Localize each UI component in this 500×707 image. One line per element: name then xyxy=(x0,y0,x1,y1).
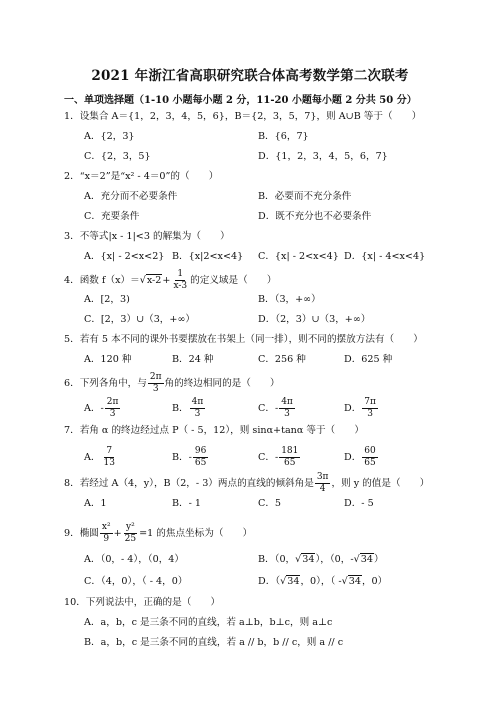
question-7-option-b xyxy=(172,446,209,469)
sqrt-expression: √34 xyxy=(341,576,361,587)
fraction-numerator: 60 xyxy=(364,446,376,456)
fraction-denominator: 3 xyxy=(367,409,373,419)
fraction-numerator: 7π xyxy=(364,397,376,407)
fraction xyxy=(279,446,300,469)
question-1-stem: 1．设集合 A＝{1，2，3，4，5，6}，B＝{2，3，5，7}，则 A∪B 等于（ ） xyxy=(64,111,422,122)
question-1-option-c: C．{2，3，5} xyxy=(84,151,151,162)
option-label: D． xyxy=(344,403,362,414)
sqrt-expression: √34 xyxy=(280,576,300,587)
question-6-option-a xyxy=(84,397,121,420)
question-9-option-b xyxy=(258,553,384,567)
question-6-option-d xyxy=(344,397,379,420)
question-10-option-b: B．a，b，c 是三条不同的直线，若 a // b，b // c，则 a // c xyxy=(84,637,344,648)
question-8-option-d: D．- 5 xyxy=(344,498,374,509)
question-5-option-a: A．120 种 xyxy=(84,354,132,365)
option-middle: ，0），（ - xyxy=(300,576,342,587)
question-6-option-b xyxy=(172,397,206,420)
question-4-option-a: A．[2，3) xyxy=(84,294,130,305)
question-9-stem xyxy=(64,522,252,545)
question-8-option-b: B．- 1 xyxy=(172,498,202,509)
fraction-numerator: 2π xyxy=(106,397,119,407)
question-6-option-c xyxy=(258,397,296,420)
question-6-stem-prefix: 6．下列各角中，与 xyxy=(64,378,147,389)
question-9-option-a: A．（0，- 4），（0，4） xyxy=(84,554,184,565)
question-3-option-d: D．{x| - 4<x<4} xyxy=(344,251,426,262)
question-7-option-c xyxy=(258,446,301,469)
minus-sign: - xyxy=(100,403,104,414)
radicand: 34 xyxy=(302,554,315,565)
question-3-option-a: A．{x| - 2<x<2} xyxy=(84,251,165,262)
fraction-numerator: 3π xyxy=(316,472,329,482)
question-10-option-a: A．a，b，c 是三条不同的直线，若 a⊥b，b⊥c，则 a⊥c xyxy=(84,617,333,628)
question-6-stem xyxy=(64,372,280,395)
question-4-option-d: D．（2，3）∪（3，+∞） xyxy=(258,314,371,325)
fraction xyxy=(100,522,113,545)
question-4-stem-suffix: 的定义域是（ ） xyxy=(190,275,277,286)
minus-sign: - xyxy=(274,403,279,414)
fraction-numerator: y² xyxy=(126,522,135,532)
option-label: D． xyxy=(344,452,362,463)
radicand: 34 xyxy=(287,576,300,587)
minus-sign: - xyxy=(188,452,192,463)
option-middle: ），（0，- xyxy=(315,554,354,565)
question-2-option-c: C．充要条件 xyxy=(84,211,140,222)
option-label: C． xyxy=(258,403,275,414)
fraction xyxy=(193,446,208,469)
question-3-stem: 3．不等式|x - 1|<3 的解集为（ ） xyxy=(64,231,230,242)
question-2-option-a: A．充分而不必要条件 xyxy=(84,191,178,202)
option-label: A． xyxy=(84,403,101,414)
sqrt-expression: √34 xyxy=(295,554,315,565)
question-6-stem-suffix: 角的终边相同的是（ ） xyxy=(164,378,280,389)
question-9-option-c: C．（4，0），（ - 4，0） xyxy=(84,576,188,587)
fraction-numerator: 1 xyxy=(177,269,184,279)
question-5-option-d: D．625 种 xyxy=(344,354,393,365)
fraction-denominator: 3 xyxy=(194,409,201,419)
fraction xyxy=(105,397,121,420)
question-7-stem: 7．若角 α 的终边经过点 P（ - 5，12），则 sinα+tanα 等于（ ） xyxy=(64,425,364,436)
radicand: 34 xyxy=(360,554,373,565)
sqrt-expression: √34 xyxy=(353,554,373,565)
minus-sign: - xyxy=(274,452,279,463)
fraction xyxy=(190,397,206,420)
question-1-option-b: B．{6，7} xyxy=(258,131,309,142)
question-8-stem xyxy=(64,472,429,495)
plus-sign: + xyxy=(162,275,171,286)
question-9-stem-suffix: =1 的焦点坐标为（ ） xyxy=(139,528,253,539)
question-9-stem-prefix: 9．椭圆 xyxy=(64,528,99,539)
fraction-denominator: 4 xyxy=(319,484,326,494)
radicand: x-2 xyxy=(146,275,162,286)
option-label: A． xyxy=(84,452,101,463)
option-suffix: ） xyxy=(373,554,384,565)
question-2-option-d: D．既不充分也不必要条件 xyxy=(258,211,372,222)
fraction-denominator: 9 xyxy=(103,534,110,544)
fraction-denominator: 65 xyxy=(194,458,207,468)
fraction-denominator: x-3 xyxy=(173,281,188,291)
question-8-option-a: A．1 xyxy=(84,498,107,509)
question-10-stem: 10．下列说法中，正确的是（ ） xyxy=(64,597,221,608)
fraction-denominator: 3 xyxy=(284,409,290,419)
question-9-option-d xyxy=(258,575,387,589)
radicand: 34 xyxy=(348,576,361,587)
fraction xyxy=(148,372,164,395)
option-suffix: ，0） xyxy=(361,576,388,587)
question-4-option-c: C．[2，3）∪（3，+∞） xyxy=(84,314,196,325)
fraction xyxy=(279,397,295,420)
sqrt-expression: √x-2 xyxy=(139,275,162,286)
fraction-numerator: 4π xyxy=(191,397,204,407)
fraction xyxy=(171,269,189,292)
fraction-numerator: 4π xyxy=(281,397,293,407)
question-2-stem: 2．“x＝2”是“x² - 4＝0”的（ ） xyxy=(64,171,219,182)
fraction-numerator: 96 xyxy=(194,446,207,456)
fraction-numerator: 181 xyxy=(281,446,299,456)
fraction xyxy=(362,397,378,420)
option-label: C． xyxy=(258,452,275,463)
fraction-denominator: 25 xyxy=(124,534,137,544)
question-4-stem-prefix: 4．函数 f（x）＝ xyxy=(64,275,140,286)
fraction xyxy=(362,446,377,469)
fraction-numerator: 2π xyxy=(149,372,162,382)
question-8-stem-prefix: 8．若经过 A（4，y），B（2，- 3）两点的直线的倾斜角是 xyxy=(64,478,314,489)
question-5-option-c: C．256 种 xyxy=(258,354,306,365)
fraction-denominator: 13 xyxy=(103,458,115,468)
fraction-denominator: 3 xyxy=(109,409,116,419)
option-label: B． xyxy=(172,452,189,463)
question-8-stem-suffix: ，则 y 的值是（ ） xyxy=(331,478,430,489)
fraction-denominator: 3 xyxy=(152,384,159,394)
question-5-stem: 5．若有 5 本不同的课外书要摆放在书架上（同一排），则不同的摆放方法有（ ） xyxy=(64,334,423,345)
question-4-stem xyxy=(64,269,276,292)
question-4-option-b: B．（3，+∞） xyxy=(258,294,321,305)
option-prefix: D．（ xyxy=(258,576,281,587)
page-title: 2021 年浙江省高职研究联合体高考数学第二次联考 xyxy=(91,68,409,84)
fraction-numerator: 7 xyxy=(106,446,113,456)
question-7-option-d xyxy=(344,446,379,469)
fraction-numerator: x² xyxy=(101,522,111,532)
plus-sign: + xyxy=(113,528,122,539)
question-3-option-c: C．{x| - 2<x<4} xyxy=(258,251,339,262)
question-7-option-a xyxy=(84,446,118,469)
question-8-option-c: C．5 xyxy=(258,498,282,509)
section-heading: 一、单项选择题（1-10 小题每小题 2 分，11-20 小题每小题 2 分共 50 分） xyxy=(64,95,417,106)
option-label: B． xyxy=(172,403,189,414)
fraction xyxy=(102,446,117,469)
option-prefix: B．（0， xyxy=(258,554,296,565)
question-1-option-a: A．{2，3} xyxy=(84,131,135,142)
question-2-option-b: B．必要而不充分条件 xyxy=(258,191,352,202)
fraction xyxy=(123,522,138,545)
question-1-option-d: D．{1，2，3，4，5，6，7} xyxy=(258,151,388,162)
fraction-denominator: 65 xyxy=(364,458,376,468)
question-3-option-b: B．{x|2<x<4} xyxy=(172,251,244,262)
fraction-denominator: 65 xyxy=(284,458,296,468)
fraction xyxy=(315,472,331,495)
question-5-option-b: B．24 种 xyxy=(172,354,214,365)
